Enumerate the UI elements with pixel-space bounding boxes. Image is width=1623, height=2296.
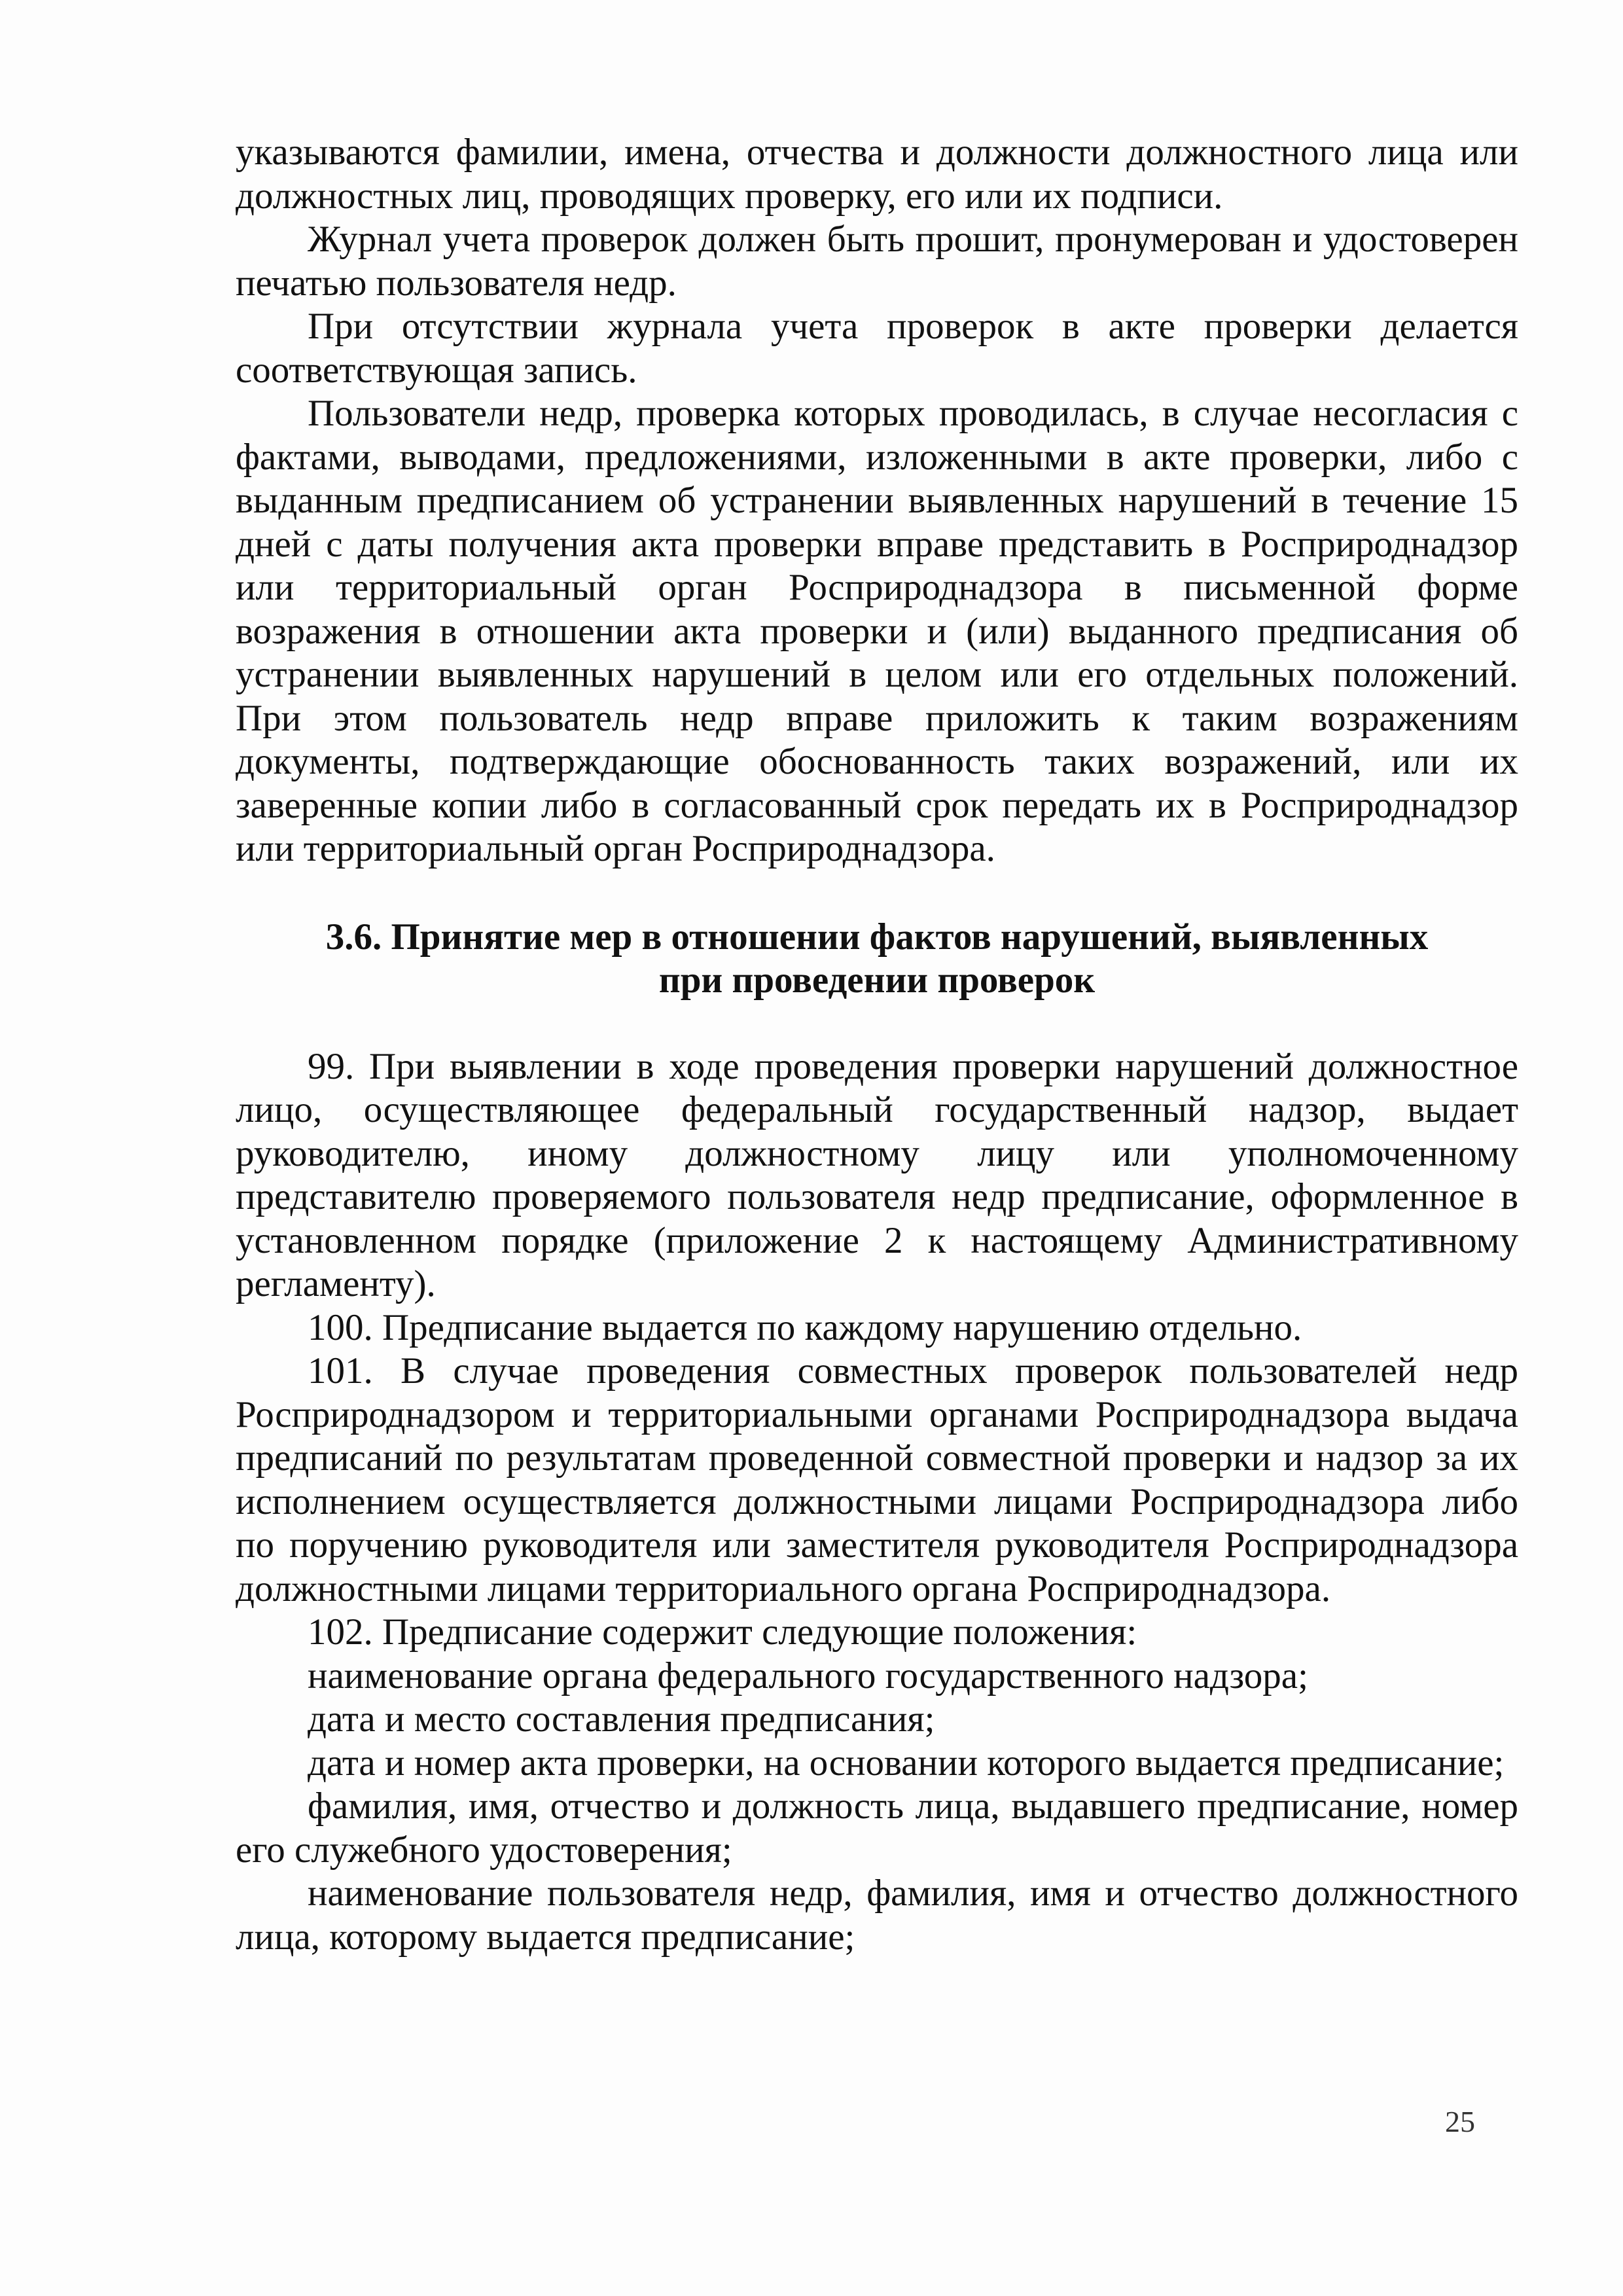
page-number: 25 [1445,2105,1475,2138]
paragraph-item-99: 99. При выявлении в ходе проведения проверки нарушений должностное лицо, осуществляющее федеральный государственный надзор, выдает руководителю, иному должностному лицу или уполномоченному представителю проверяемого пользователя недр предписание, оформленное в установленном порядке (приложение 2 к настоящему Административному регламенту). [236,1045,1518,1304]
document-body [236,131,1518,1959]
paragraph-objections: Пользователи недр, проверка которых проводилась, в случае несогласия с фактами, выводами, предложениями, изложенными в акте проверки, либо с выданным предписанием об устранении выявленных нарушений в течение 15 дней с даты получения акта проверки вправе представить в Росприроднадзор или территориальный орган Росприроднадзора в письменной форме возражения в отношении акта проверки и (или) выданного предписания об устранении выявленных нарушений в целом или его отдельных положений. При этом пользователь недр вправе приложить к таким возражениям документы, подтверждающие обоснованность таких возражений, или их заверенные копии либо в согласованный срок передать их в Росприроднадзор или территориальный орган Росприроднадзора. [236,393,1518,869]
paragraph-item-100: 100. Предписание выдается по каждому нарушению отдельно. [308,1306,1302,1348]
list-item-subsoil-user: наименование пользователя недр, фамилия, имя и отчество должностного лица, которому выдается предписание; [236,1873,1518,1958]
section-heading [236,916,1518,1002]
list-item-issuer-details: фамилия, имя, отчество и должность лица, выдавшего предписание, номер его служебного удостоверения; [236,1785,1518,1871]
list-item-act-date-number: дата и номер акта проверки, на основании которого выдается предписание; [308,1742,1505,1784]
paragraph-item-102: 102. Предписание содержит следующие положения: [308,1611,1137,1653]
section-heading-line-2: при проведении проверок [658,959,1096,1001]
section-heading-line-1: 3.6. Принятие мер в отношении фактов нарушений, выявленных [325,916,1429,958]
list-item-authority-name: наименование органа федерального государственного надзора; [308,1655,1308,1696]
paragraph-journal-bound: Журнал учета проверок должен быть прошит, пронумерован и удостоверен печатью пользователя недр. [236,219,1518,304]
list-item-date-place: дата и место составления предписания; [308,1698,935,1740]
paragraph-signatures: указываются фамилии, имена, отчества и должности должностного лица или должностных лиц, проводящих проверку, его или их подписи. [236,132,1518,217]
paragraph-item-101: 101. В случае проведения совместных проверок пользователей недр Росприроднадзором и территориальными органами Росприроднадзора выдача предписаний по результатам проведенной совместной проверки и надзор за их исполнением осуществляется должностными лицами Росприроднадзора либо по поручению руководителя или заместителя руководителя Росприроднадзора должностными лицами территориального органа Росприроднадзора. [236,1350,1518,1609]
paragraph-journal-absent: При отсутствии журнала учета проверок в акте проверки делается соответствующая запись. [236,306,1518,391]
